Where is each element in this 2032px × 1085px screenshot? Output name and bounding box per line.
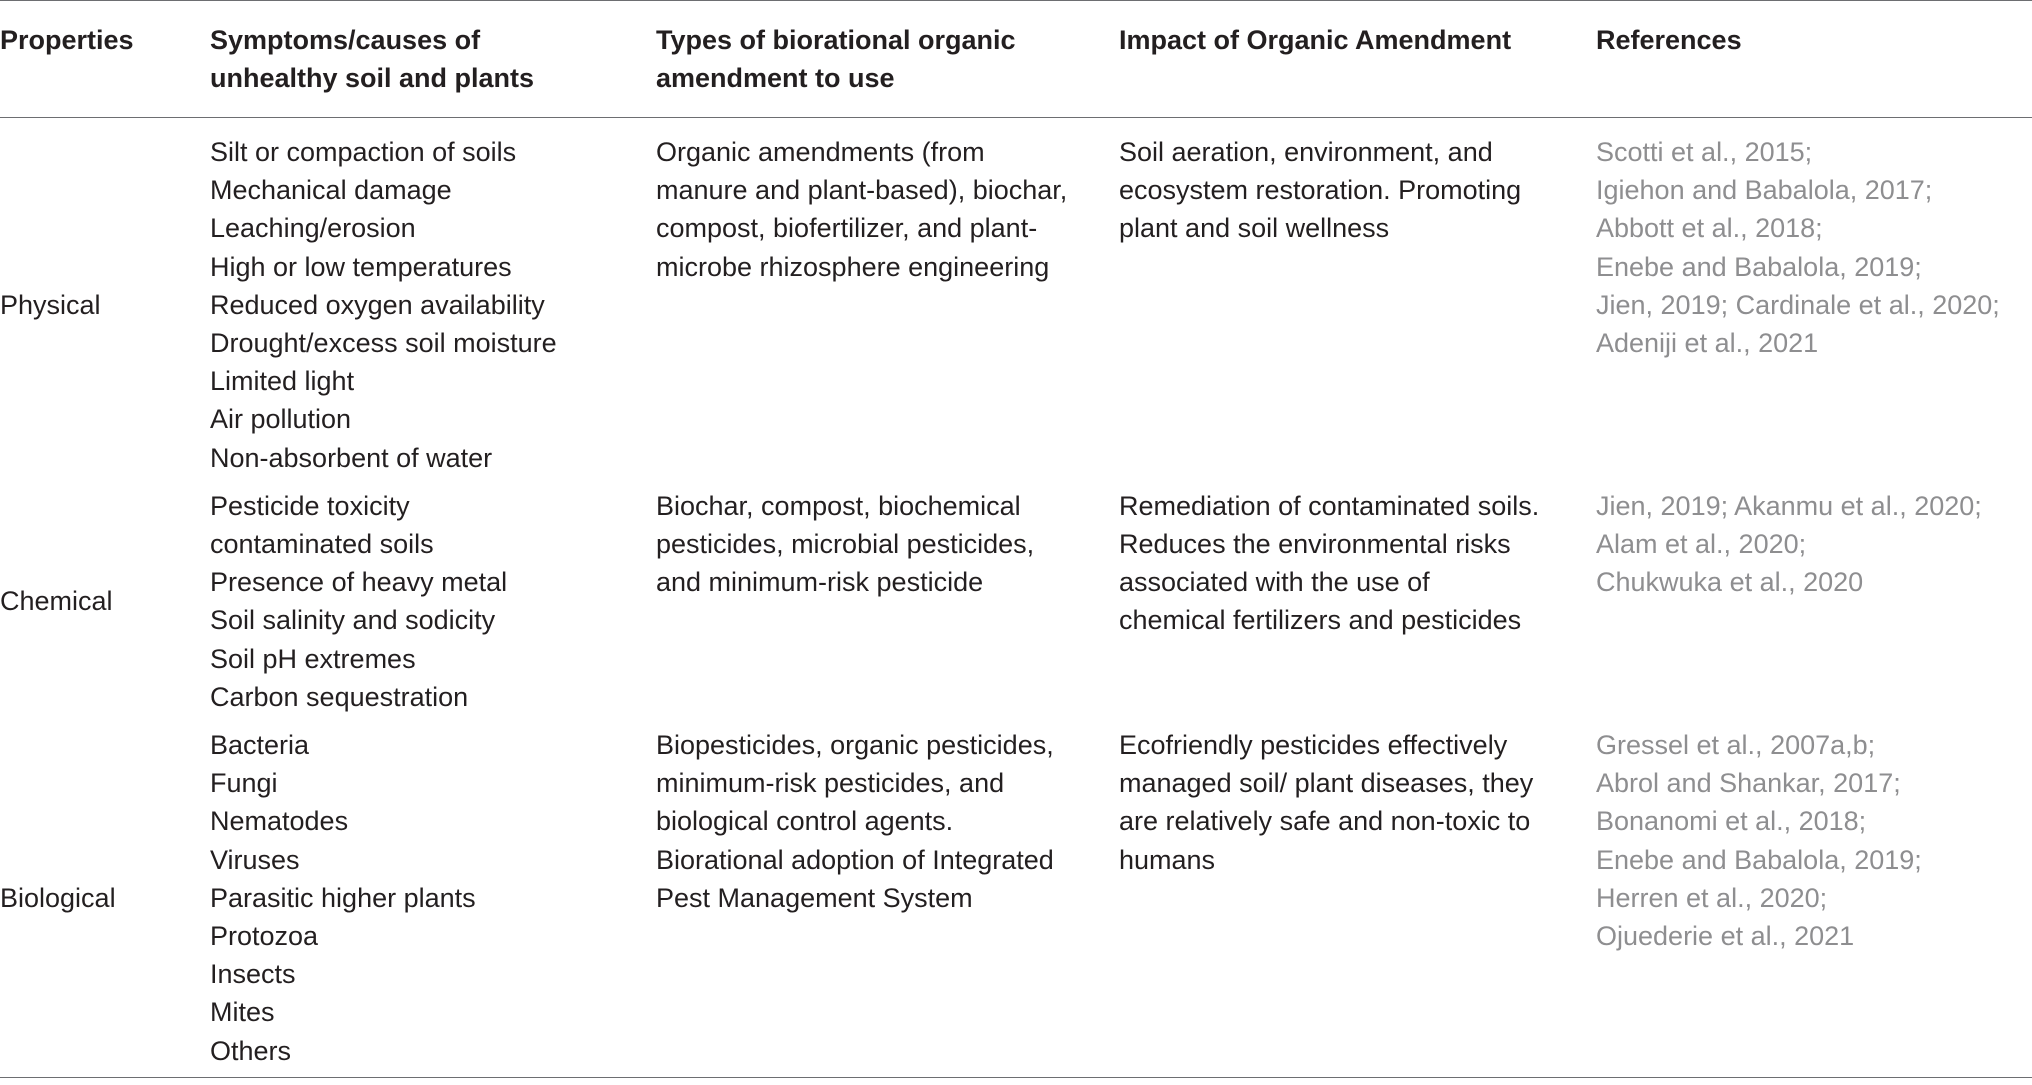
reference-link[interactable]: Herren et al., 2020; (1596, 882, 1828, 913)
symptom-item: High or low temperatures (210, 251, 512, 282)
reference-link[interactable]: Jien, 2019; Cardinale et al., 2020; (1596, 289, 2000, 320)
header-properties-label: Properties (0, 25, 134, 55)
types-line: Organic amendments (from (656, 137, 985, 167)
reference-link[interactable]: Chukwuka et al., 2020 (1596, 567, 1864, 598)
symptom-item: Leaching/erosion (210, 213, 416, 244)
symptom-item: Drought/excess soil moisture (210, 328, 557, 359)
symptom-item: Parasitic higher plants (210, 882, 476, 913)
references-cell (1596, 487, 2032, 726)
reference-link[interactable]: Gressel et al., 2007a,b; (1596, 730, 1876, 761)
symptom-item: Viruses (210, 844, 300, 875)
impact-line: humans (1119, 844, 1216, 875)
table-header (0, 1, 2032, 118)
header-references (1596, 1, 2032, 118)
impact-line: associated with the use of (1119, 567, 1430, 598)
symptom-item: Protozoa (210, 921, 319, 952)
symptom-item: Nematodes (210, 806, 349, 837)
reference-link[interactable]: Enebe and Babalola, 2019; (1596, 844, 1922, 875)
symptom-item: Pesticide toxicity (210, 490, 410, 521)
property-cell: Biological (0, 882, 116, 913)
types-line: minimum-risk pesticides, and (656, 768, 1005, 799)
symptom-item: Mechanical damage (210, 175, 452, 206)
impact-line: chemical fertilizers and pesticides (1119, 605, 1522, 636)
symptom-item: Reduced oxygen availability (210, 289, 545, 320)
symptoms-cell (210, 118, 656, 487)
table-row-physical (0, 118, 2032, 487)
symptom-item: Mites (210, 997, 275, 1028)
impact-line: Reduces the environmental risks (1119, 529, 1511, 560)
types-line: compost, biofertilizer, and plant- (656, 213, 1038, 244)
types-line: Pest Management System (656, 882, 973, 913)
header-types-line-1: Types of biorational organic (656, 25, 1016, 55)
references-cell (1596, 118, 2032, 487)
symptom-item: Presence of heavy metal (210, 567, 508, 598)
symptom-item: Carbon sequestration (210, 681, 469, 712)
reference-link[interactable]: Igiehon and Babalola, 2017; (1596, 175, 1933, 206)
header-symptoms (210, 1, 656, 118)
table-row-biological (0, 726, 2032, 1077)
reference-link[interactable]: Ojuederie et al., 2021 (1596, 921, 1855, 952)
types-line: Biopesticides, organic pesticides, (656, 730, 1054, 761)
symptom-item: Others (210, 1035, 292, 1066)
symptom-item: Bacteria (210, 730, 310, 761)
symptom-item: Non-absorbent of water (210, 442, 493, 473)
types-cell (656, 726, 1119, 1077)
symptom-item: Soil salinity and sodicity (210, 605, 496, 636)
header-symptoms-line-1: Symptoms/causes of (210, 25, 481, 55)
impact-line: Soil aeration, environment, and (1119, 137, 1493, 167)
table-body (0, 118, 2032, 1078)
symptoms-cell (210, 726, 656, 1077)
table-row-chemical (0, 487, 2032, 726)
header-impact-label: Impact of Organic Amendment (1119, 25, 1512, 55)
symptom-item: Insects (210, 959, 296, 990)
references-cell (1596, 726, 2032, 1077)
reference-link[interactable]: Scotti et al., 2015; (1596, 137, 1813, 167)
impact-cell (1119, 118, 1596, 487)
header-types (656, 1, 1119, 118)
header-references-label: References (1596, 25, 1742, 55)
header-properties (0, 1, 210, 118)
reference-link[interactable]: Bonanomi et al., 2018; (1596, 806, 1867, 837)
symptom-item: Air pollution (210, 404, 352, 435)
reference-link[interactable]: Alam et al., 2020; (1596, 529, 1807, 560)
types-line: pesticides, microbial pesticides, (656, 529, 1035, 560)
impact-line: managed soil/ plant diseases, they (1119, 768, 1534, 799)
reference-link[interactable]: Adeniji et al., 2021 (1596, 328, 1819, 359)
impact-line: Ecofriendly pesticides effectively (1119, 730, 1508, 761)
header-symptoms-line-2: unhealthy soil and plants (210, 63, 535, 93)
reference-link[interactable]: Enebe and Babalola, 2019; (1596, 251, 1922, 282)
property-cell: Chemical (0, 586, 113, 617)
types-line: and minimum-risk pesticide (656, 567, 984, 598)
impact-line: plant and soil wellness (1119, 213, 1390, 244)
symptom-item: Soil pH extremes (210, 643, 416, 674)
symptom-item: Fungi (210, 768, 278, 799)
header-types-line-2: amendment to use (656, 63, 895, 93)
reference-link[interactable]: Abrol and Shankar, 2017; (1596, 768, 1901, 799)
types-cell (656, 487, 1119, 726)
impact-cell (1119, 726, 1596, 1077)
symptom-item: Limited light (210, 366, 355, 397)
reference-link[interactable]: Abbott et al., 2018; (1596, 213, 1823, 244)
impact-line: are relatively safe and non-toxic to (1119, 806, 1531, 837)
property-cell: Physical (0, 289, 101, 320)
reference-link[interactable]: Jien, 2019; Akanmu et al., 2020; (1596, 490, 1982, 521)
impact-line: Remediation of contaminated soils. (1119, 490, 1540, 521)
symptom-item: contaminated soils (210, 529, 434, 560)
header-row (0, 1, 2032, 118)
impact-line: ecosystem restoration. Promoting (1119, 175, 1522, 206)
types-line: Biochar, compost, biochemical (656, 490, 1021, 521)
types-line: Biorational adoption of Integrated (656, 844, 1054, 875)
symptoms-cell (210, 487, 656, 726)
impact-cell (1119, 487, 1596, 726)
types-line: manure and plant-based), biochar, (656, 175, 1068, 206)
types-line: biological control agents. (656, 806, 954, 837)
types-cell (656, 118, 1119, 487)
types-line: microbe rhizosphere engineering (656, 251, 1050, 282)
header-impact (1119, 1, 1596, 118)
symptom-item: Silt or compaction of soils (210, 137, 517, 167)
